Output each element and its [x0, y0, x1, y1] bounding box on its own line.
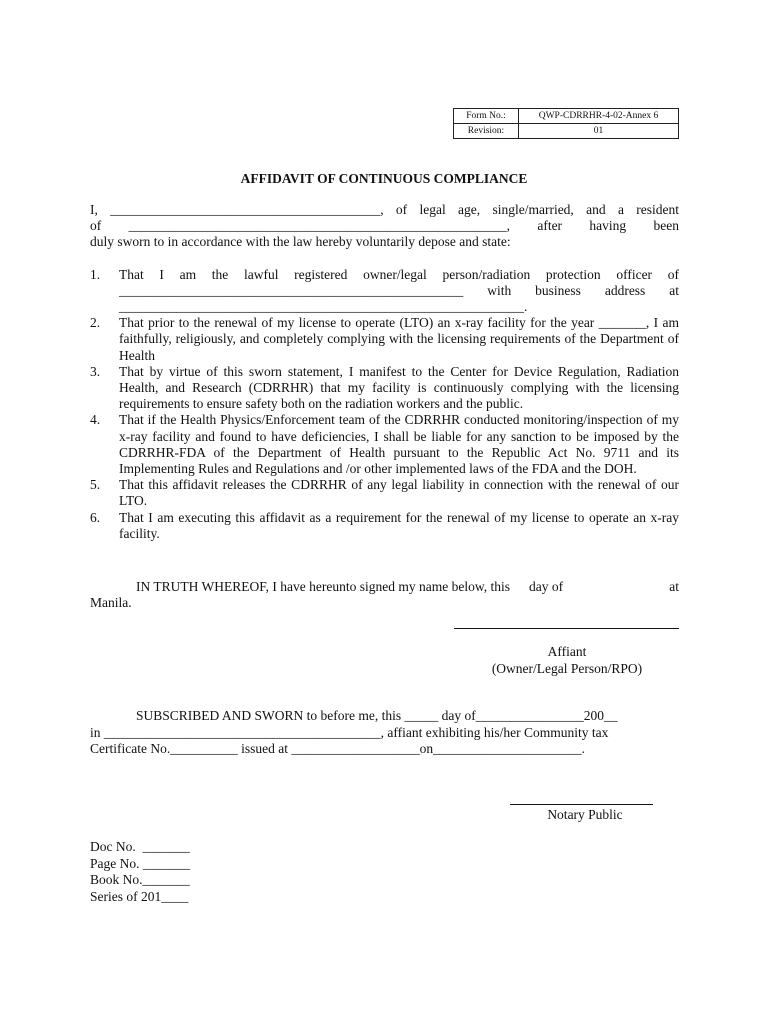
- item-number: 4.: [90, 412, 101, 428]
- page-no: Page No. _______: [90, 855, 191, 871]
- jurat-line-2: in _________________________________________, affiant exhibiting his/her Community tax: [90, 724, 609, 740]
- affiant-signature-line: [454, 628, 679, 629]
- witness-text: IN TRUTH WHEREOF, I have hereunto signed my name below, this: [136, 579, 510, 594]
- series: Series of 201____: [90, 888, 189, 904]
- witness-clause: [90, 579, 679, 611]
- document-title: AFFIDAVIT OF CONTINUOUS COMPLIANCE: [240, 171, 528, 186]
- item-number: 6.: [90, 509, 101, 525]
- notarial-register: [90, 839, 190, 905]
- revision-label: Revision:: [454, 124, 519, 139]
- statement-item: [90, 267, 679, 316]
- notary-signature-line: [510, 804, 653, 805]
- item-number: 3.: [90, 363, 101, 379]
- affiant-label: Affiant: [547, 644, 587, 659]
- item-number: 1.: [90, 266, 101, 282]
- item-number: 5.: [90, 477, 101, 493]
- affiant-block: [437, 643, 697, 677]
- revision-value: 01: [519, 124, 679, 139]
- item-text: That if the Health Physics/Enforcement team of the CDRRHR conducted monitoring/inspection of my x-ray facility and found to have deficiencies, I shall be liable for any sanction to be imposed by the CDRRHR-FDA of the Department of Health pursuant to the Republic Act No. 9711 and its Implementing Rules and Regulations and /or other implemented laws of the FDA and the DOH.: [119, 412, 679, 477]
- form-no-row: [454, 109, 679, 124]
- statement-item: [90, 412, 679, 477]
- statement-item: [90, 364, 679, 413]
- intro-line-3: duly sworn to in accordance with the law hereby voluntarily depose and state:: [90, 234, 511, 250]
- book-no: Book No._______: [90, 872, 190, 887]
- form-info-table: [453, 108, 679, 139]
- intro-line-2: of ________________________________________________________, after having been: [90, 218, 679, 234]
- form-no-label: Form No.:: [454, 109, 519, 124]
- jurat-line-3: Certificate No.__________ issued at ___________________on______________________.: [90, 741, 585, 756]
- item-text: That by virtue of this sworn statement, I manifest to the Center for Device Regulation, Radiation Health, and Research (CDRRHR) that my facility is continuously complying with the licensing requirements to ensure safety both on the radiation workers and the public.: [119, 363, 679, 412]
- witness-day-of: day of: [528, 579, 564, 594]
- statement-item: [90, 315, 679, 364]
- affidavit-body: [90, 202, 679, 542]
- affiant-role: (Owner/Legal Person/RPO): [491, 661, 643, 676]
- statement-list: [90, 267, 679, 542]
- form-no-value: QWP-CDRRHR-4-02-Annex 6: [519, 109, 679, 124]
- witness-line-1: [90, 579, 679, 595]
- item-text: That I am the lawful registered owner/legal person/radiation protection officer of ___________________________________________________ with business address at ____________________________________________________________.: [119, 266, 679, 315]
- item-text: That prior to the renewal of my license to operate (LTO) an x-ray facility for the year _______, I am faithfully, religiously, and completely complying with the licensing requirements of the Department of Health: [119, 315, 679, 363]
- notary-label: Notary Public: [547, 807, 623, 822]
- intro-line-1: I, ________________________________________, of legal age, single/married, and a resident: [90, 202, 679, 217]
- jurat-line-1: SUBSCRIBED AND SWORN to before me, this _____ day of________________200__: [136, 708, 618, 723]
- item-number: 2.: [90, 315, 101, 331]
- item-text: That I am executing this affidavit as a requirement for the renewal of my license to operate an x-ray facility.: [119, 509, 679, 541]
- witness-line-2: Manila.: [90, 595, 132, 611]
- item-text: That this affidavit releases the CDRRHR of any legal liability in connection with the renewal of our LTO.: [119, 477, 679, 509]
- intro-paragraph: [90, 202, 679, 251]
- jurat-paragraph: [90, 708, 679, 758]
- witness-at: at: [669, 579, 679, 594]
- revision-row: [454, 124, 679, 139]
- statement-item: [90, 477, 679, 509]
- statement-item: [90, 510, 679, 542]
- doc-no: Doc No. _______: [90, 839, 190, 854]
